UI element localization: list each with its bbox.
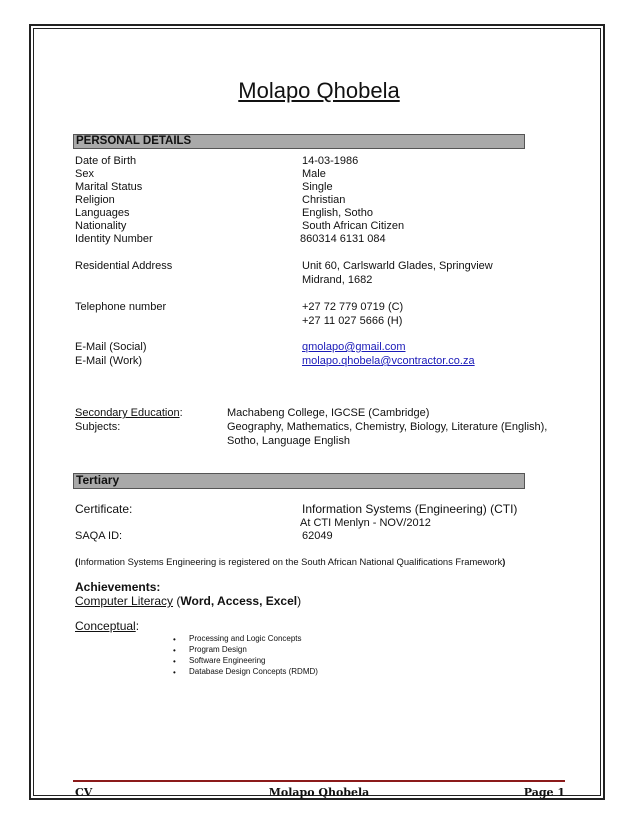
- sex-label: Sex: [75, 168, 94, 180]
- languages-value: English, Sotho: [302, 207, 373, 219]
- footer-left: CV: [75, 786, 93, 799]
- email-social-link[interactable]: qmolapo@gmail.com: [302, 341, 406, 353]
- marital-status-label: Marital Status: [75, 181, 143, 193]
- email-work-label: E-Mail (Work): [75, 355, 143, 367]
- certificate-label: Certificate:: [75, 502, 133, 516]
- nationality-value: South African Citizen: [302, 220, 405, 232]
- subjects-line2: Sotho, Language English: [227, 435, 350, 447]
- address-line1: Unit 60, Carlswarld Glades, Springview: [302, 260, 493, 272]
- footer-center: Molapo Qhobela: [268, 786, 370, 799]
- identity-number-value: 860314 6131 084: [300, 233, 386, 245]
- bullet-icon: •: [173, 635, 176, 644]
- footer-rule: [73, 780, 565, 782]
- personal-details-header: PERSONAL DETAILS: [73, 134, 525, 149]
- telephone-home: +27 11 027 5666 (H): [302, 315, 403, 327]
- secondary-education-label: [75, 407, 183, 420]
- conceptual-label-text: Conceptual: [75, 619, 136, 633]
- conceptual-label: [75, 619, 139, 633]
- saqa-note: [75, 556, 505, 568]
- conceptual-item: Processing and Logic Concepts: [189, 634, 302, 643]
- dob-value: 14-03-1986: [302, 155, 359, 167]
- nationality-label: Nationality: [75, 220, 127, 232]
- conceptual-item: Software Engineering: [189, 656, 266, 665]
- saqa-label: SAQA ID:: [75, 530, 123, 542]
- conceptual-item: Program Design: [189, 645, 247, 654]
- email-social-label: E-Mail (Social): [75, 341, 147, 353]
- languages-label: Languages: [75, 207, 130, 219]
- religion-value: Christian: [302, 194, 346, 206]
- conceptual-item: Database Design Concepts (RDMD): [189, 667, 318, 676]
- footer-page-number: Page 1: [523, 786, 565, 799]
- certificate-where: At CTI Menlyn - NOV/2012: [300, 517, 431, 529]
- secondary-education-value: Machabeng College, IGCSE (Cambridge): [227, 407, 430, 419]
- computer-literacy-open: (: [173, 594, 181, 608]
- bullet-icon: •: [173, 668, 176, 677]
- computer-literacy-close: ): [297, 594, 302, 608]
- subjects-label: Subjects:: [75, 421, 121, 433]
- bullet-icon: •: [173, 657, 176, 666]
- saqa-note-close: ): [502, 556, 506, 567]
- document-title: Molapo Qhobela: [238, 78, 400, 103]
- saqa-note-text: Information Systems Engineering is registered on the South African National Qualifications Framework: [78, 556, 503, 567]
- tertiary-header: Tertiary: [73, 473, 525, 489]
- achievements-header: Achievements:: [75, 580, 161, 594]
- conceptual-colon: :: [135, 619, 140, 633]
- marital-status-value: Single: [302, 181, 333, 193]
- sex-value: Male: [302, 168, 326, 180]
- identity-number-label: Identity Number: [75, 233, 153, 245]
- address-line2: Midrand, 1682: [302, 274, 373, 286]
- religion-label: Religion: [75, 194, 115, 206]
- certificate-value: Information Systems (Engineering) (CTI): [302, 502, 518, 516]
- computer-literacy-line: [75, 594, 301, 608]
- subjects-line1: Geography, Mathematics, Chemistry, Biology, Literature (English),: [227, 421, 548, 433]
- address-label: Residential Address: [75, 260, 173, 272]
- saqa-note-open: (: [75, 556, 79, 567]
- computer-literacy-label: Computer Literacy: [75, 594, 174, 608]
- dob-label: Date of Birth: [75, 155, 137, 167]
- bullet-icon: •: [173, 646, 176, 655]
- computer-literacy-apps: Word, Access, Excel: [180, 594, 298, 608]
- email-work-link[interactable]: molapo.qhobela@vcontractor.co.za: [302, 355, 475, 367]
- telephone-label: Telephone number: [75, 301, 167, 313]
- secondary-education-label-text: Secondary Education: [75, 407, 180, 419]
- secondary-education-colon: :: [179, 407, 183, 419]
- saqa-value: 62049: [302, 530, 333, 542]
- telephone-cell: +27 72 779 0719 (C): [302, 301, 404, 313]
